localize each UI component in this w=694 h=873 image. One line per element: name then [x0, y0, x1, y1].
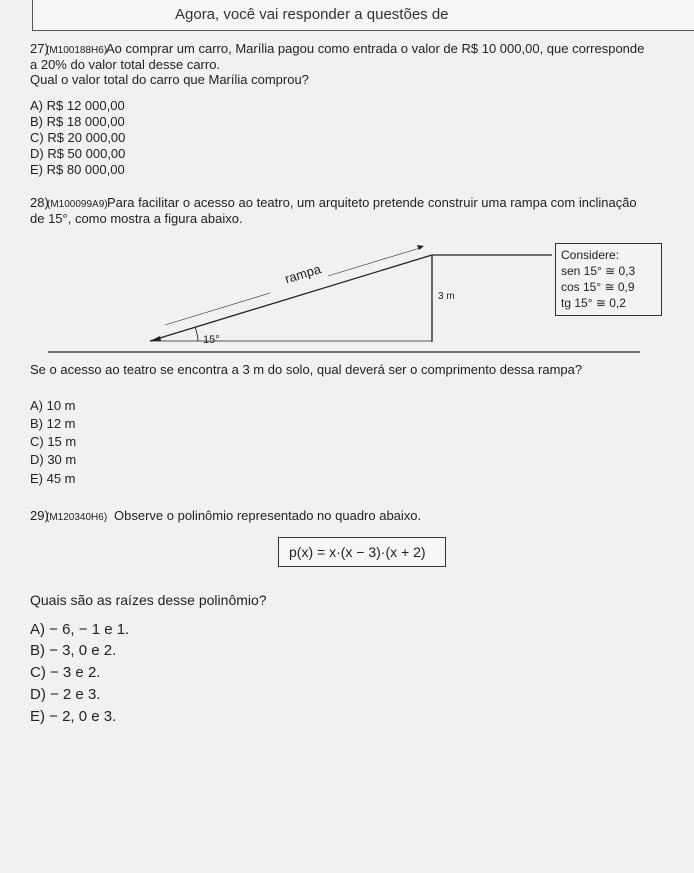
q29-code: (M120340H6) [46, 512, 108, 523]
q27-text-line1: Ao comprar um carro, Marília pagou como entrada o valor de R$ 10 000,00, que corresponde [106, 41, 645, 56]
q29-number: 29) [30, 508, 49, 523]
q28-option-d[interactable]: D) 30 m [30, 452, 77, 467]
q27-option-e[interactable]: E) R$ 80 000,00 [30, 162, 125, 177]
q29-option-d[interactable]: D) − 2 e 3. [30, 686, 101, 703]
consider-tg: tg 15° ≅ 0,2 [561, 296, 626, 310]
angle-arc [195, 327, 198, 341]
ramp-line [150, 255, 432, 341]
q29-option-e[interactable]: E) − 2, 0 e 3. [30, 708, 117, 725]
polynomial-box [278, 537, 446, 567]
q29-option-a[interactable]: A) − 6, − 1 e 1. [30, 621, 130, 638]
consider-sen: sen 15° ≅ 0,3 [561, 264, 636, 278]
q27-option-a[interactable]: A) R$ 12 000,00 [30, 98, 125, 113]
q27-text-line2: a 20% do valor total desse carro. [30, 57, 221, 72]
ramp-arrow-upper [328, 248, 420, 276]
q28-text-line1: Para facilitar o acesso ao teatro, um arquiteto pretende construir uma rampa com inclinação [107, 195, 637, 210]
ramp-label: rampa [283, 261, 323, 287]
q28-option-a[interactable]: A) 10 m [30, 398, 76, 413]
q29-question: Quais são as raízes desse polinômio? [30, 592, 267, 608]
polynomial-formula: p(x) = x·(x − 3)·(x + 2) [289, 544, 426, 560]
q28-text-line2: de 15°, como mostra a figura abaixo. [30, 211, 243, 226]
q27-option-b[interactable]: B) R$ 18 000,00 [30, 114, 125, 129]
q27-option-c[interactable]: C) R$ 20 000,00 [30, 130, 126, 145]
height-label: 3 m [438, 291, 455, 302]
consider-title: Considere: [561, 248, 620, 262]
arrow-head-left [150, 336, 161, 341]
q29-text: Observe o polinômio representado no quadro abaixo. [114, 508, 422, 523]
arrow-head-right [417, 245, 424, 250]
q28-option-b[interactable]: B) 12 m [30, 416, 76, 431]
q28-question: Se o acesso ao teatro se encontra a 3 m do solo, qual deverá ser o comprimento dessa rampa? [30, 362, 583, 377]
q27-option-d[interactable]: D) R$ 50 000,00 [30, 146, 126, 161]
page-header-title: Agora, você vai responder a questões de [175, 6, 449, 23]
q28-number: 28) [30, 195, 49, 210]
q28-option-e[interactable]: E) 45 m [30, 471, 76, 486]
q27-code: (M100188H6) [46, 45, 108, 56]
q29-option-c[interactable]: C) − 3 e 2. [30, 664, 101, 681]
q28-code: (M100099A9) [47, 199, 108, 210]
angle-label: 15° [203, 334, 220, 346]
q29-option-b[interactable]: B) − 3, 0 e 2. [30, 642, 117, 659]
consider-box [555, 243, 662, 316]
q27-number: 27) [30, 41, 49, 56]
consider-cos: cos 15° ≅ 0,9 [561, 280, 635, 294]
q28-option-c[interactable]: C) 15 m [30, 434, 77, 449]
q27-question: Qual o valor total do carro que Marília comprou? [30, 72, 309, 87]
